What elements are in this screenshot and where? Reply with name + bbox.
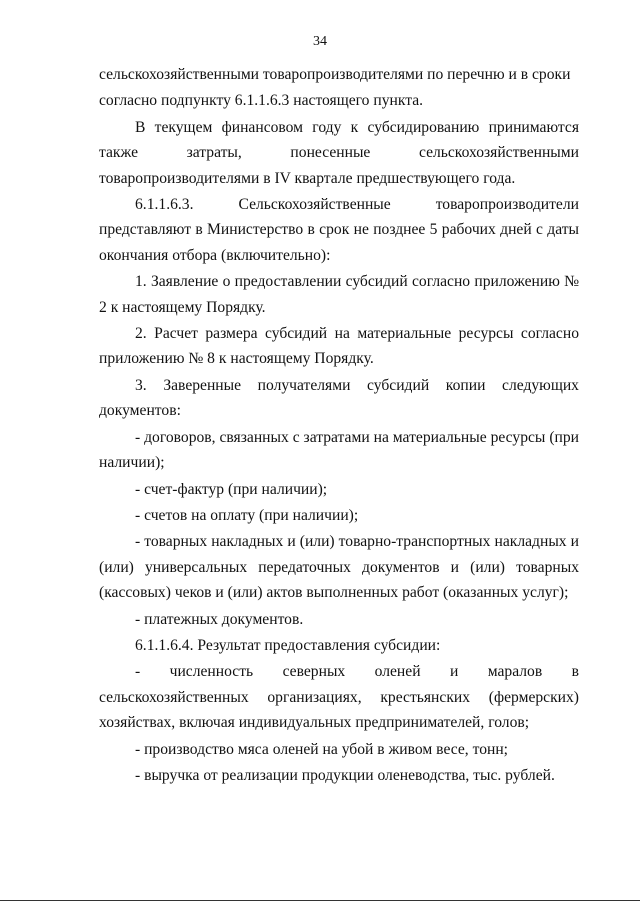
- paragraph-6-body: документов:: [99, 402, 181, 420]
- list-item-waybills: - товарных накладных и (или) товарно-транспортных накладных и (или) универсальных передаточных документов и (или) товарных (кассовых) чеков и (или) актов выполненных работ (оказанных услуг);: [99, 533, 579, 602]
- item-word-2: Заверенные: [163, 376, 242, 394]
- document-body: [99, 62, 579, 789]
- paragraph-result-heading: 6.1.1.6.4. Результат предоставления субсидии:: [135, 636, 441, 654]
- clause-number: 6.1.1.6.3.: [135, 196, 194, 214]
- list-item-invoices: - счет-фактур (при наличии);: [135, 480, 328, 498]
- page-number: 34: [313, 34, 327, 49]
- paragraph-2: В текущем финансовом году к субсидированию принимаются также затраты, понесенные сельскохозяйственными товаропроизводителями в IV квартале предшествующего года.: [99, 118, 579, 187]
- item-number: 3.: [135, 376, 147, 394]
- bottom-rule: [0, 900, 640, 901]
- paragraph-5: 2. Расчет размера субсидий на материальные ресурсы согласно приложению № 8 к настоящему Порядку.: [99, 325, 579, 368]
- list-item-meat-production: - производство мяса оленей на убой в живом весе, тонн;: [135, 740, 509, 758]
- item-word-3: получателями: [257, 376, 351, 394]
- clause-word-3: товаропроизводители: [435, 196, 579, 214]
- item-word-4: субсидий: [367, 376, 430, 394]
- list-item-payment-documents: - платежных документов.: [135, 610, 304, 628]
- list-item-revenue: - выручка от реализации продукции оленеводства, тыс. рублей.: [135, 766, 555, 784]
- paragraph-6-heading: [99, 373, 579, 398]
- list-item-payment-bills: - счетов на оплату (при наличии);: [135, 506, 359, 524]
- paragraph-3-heading: [99, 192, 579, 217]
- paragraph-4: 1. Заявление о предоставлении субсидий согласно приложению № 2 к настоящему Порядку.: [99, 273, 579, 316]
- list-item-deer-count: - численность северных оленей и маралов в сельскохозяйственных организациях, крестьянских (фермерских) хозяйствах, включая индивидуальных предпринимателей, голов;: [99, 663, 579, 732]
- item-word-5: копии: [445, 376, 486, 394]
- paragraph-3-body: представляют в Министерство в срок не позднее 5 рабочих дней с даты окончания отбора (включительно):: [99, 221, 579, 264]
- paragraph-1-line-1: сельскохозяйственными товаропроизводителями по перечню и в сроки: [99, 66, 571, 83]
- list-item-contracts: - договоров, связанных с затратами на материальные ресурсы (при наличии);: [99, 428, 579, 472]
- clause-word-2: Сельскохозяйственные: [238, 196, 391, 214]
- paragraph-1-line-2: согласно подпункту 6.1.1.6.3 настоящего пункта.: [99, 92, 424, 110]
- item-word-6: следующих: [502, 376, 579, 394]
